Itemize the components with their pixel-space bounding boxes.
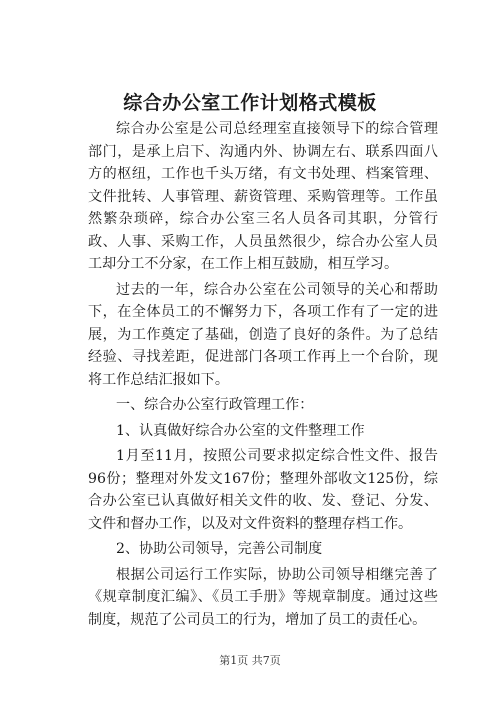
document-title: 综合办公室工作计划格式模板 (123, 92, 377, 114)
page-number-footer: 第1页 共7页 (219, 654, 281, 667)
paragraph-files: 1月至11月，按照公司要求拟定综合性文件、报告96份；整理对外发文167份；整理外部收文125份，综合办公室已认真做好相关文件的收、发、登记、分发、文件和督办工作，以及对文件资料的整理存档工作。 (88, 448, 438, 532)
subsection-heading-rules: 2、协助公司领导，完善公司制度 (116, 541, 323, 557)
paragraph-summary: 过去的一年，综合办公室在公司领导的关心和帮助下，在全体员工的不懈努力下，各项工作有了一定的进展，为工作奠定了基础，创造了良好的条件。为了总结经验、寻找差距，促进部门各项工作再上一个台阶，现将工作总结汇报如下。 (88, 281, 438, 388)
paragraph-intro: 综合办公室是公司总经理室直接领导下的综合管理部门，是承上启下、沟通内外、协调左右、联系四面八方的枢纽，工作也千头万绪，有文书处理、档案管理、文件批转、人事管理、薪资管理、采购管理等。工作虽然繁杂琐碎，综合办公室三名人员各司其职，分管行政、人事、采购工作，人员虽然很少，综合办公室人员工却分工不分家，在工作上相互鼓励，相互学习。 (88, 121, 438, 272)
section-heading-admin: 一、综合办公室行政管理工作： (116, 397, 314, 413)
paragraph-rules: 根据公司运行工作实际，协助公司领导相继完善了《规章制度汇编》、《员工手册》等规章制度。通过这些制度，规范了公司员工的行为，增加了员工的责任心。 (88, 566, 438, 628)
subsection-heading-files: 1、认真做好综合办公室的文件整理工作 (116, 422, 365, 439)
document-body (88, 118, 438, 634)
